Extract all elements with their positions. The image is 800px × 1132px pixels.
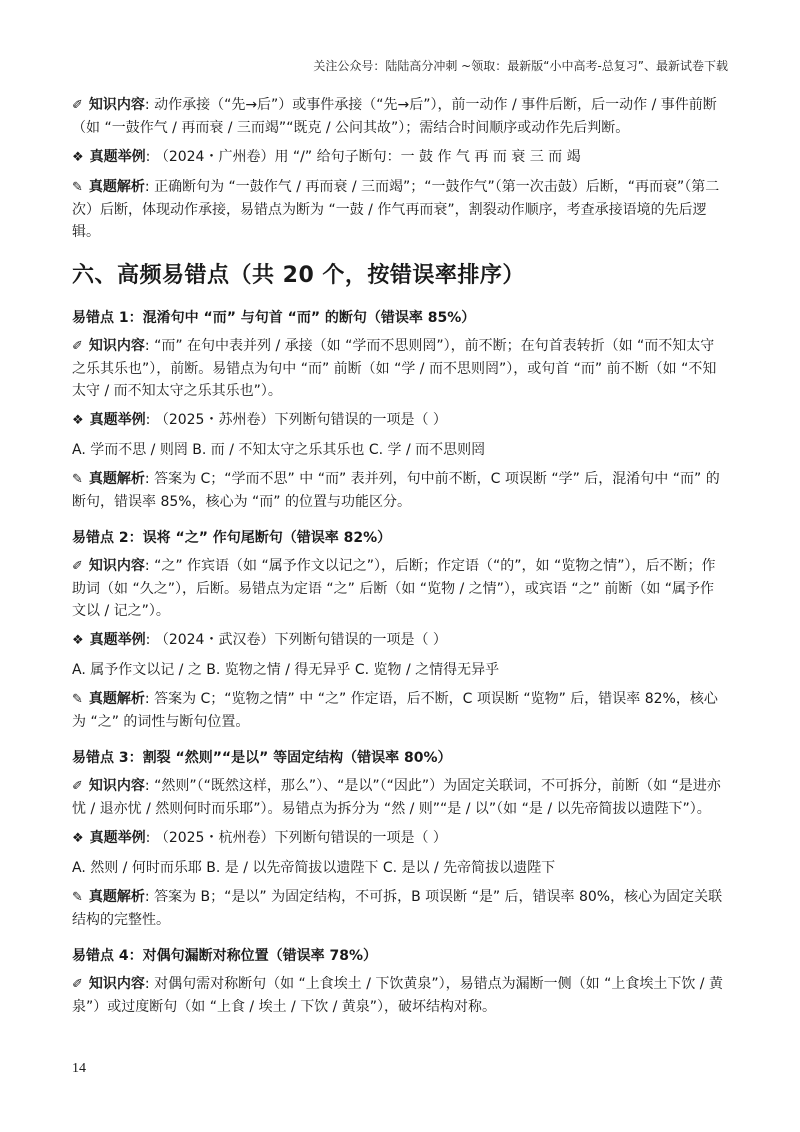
analysis-label: 真题解析	[88, 471, 145, 487]
knowledge-label: 知识内容	[88, 778, 145, 794]
diamond-bullet-icon: ❖	[72, 150, 84, 165]
knowledge-label: 知识内容	[88, 338, 145, 354]
diamond-bullet-icon: ❖	[72, 633, 84, 648]
example-label: 真题举例	[89, 632, 146, 648]
page-header: 关注公众号：陆陆高分冲刺 ~领取：最新版“小中高考-总复习”、最新试卷下载	[313, 59, 728, 73]
analysis-paragraph	[72, 886, 728, 931]
pencil-icon: ✐	[72, 339, 83, 354]
pencil-icon: ✐	[72, 977, 83, 992]
knowledge-label: 知识内容	[88, 558, 145, 574]
analysis-paragraph	[72, 688, 728, 733]
example-text: : （2025・苏州卷）下列断句错误的一项是（ ）	[145, 412, 447, 428]
knowledge-text: : 动作承接（“先→后”）或事件承接（“先→后”），前一动作 / 事件后断，后一动作 / 事件前断（如 “一鼓作气 / 再而衰 / 三而竭”“既克 / 公问其故”）；需结合时间顺序或动作先后判断。	[72, 97, 717, 136]
knowledge-text: : “之” 作宾语（如 “属予作文以记之”），后断；作定语（“的”，如 “览物之情”），后不断；作助词（如 “久之”），后断。易错点为定语 “之” 后断（如 “览物 / 之情”），或宾语 “之” 前断（如 “属予作文以 / 记之”）。	[72, 558, 716, 619]
analysis-paragraph	[72, 468, 728, 513]
analysis-label: 真题解析	[88, 691, 145, 707]
example-label: 真题举例	[89, 830, 146, 846]
pen-icon: ✎	[72, 692, 83, 707]
analysis-label: 真题解析	[88, 179, 145, 195]
knowledge-paragraph	[72, 555, 728, 622]
analysis-text: : 答案为 C；“学而不思” 中 “而” 表并列，句中前不断，C 项误断 “学” 后，混淆句中 “而” 的断句，错误率 85%，核心为 “而” 的位置与功能区分。	[72, 471, 720, 510]
example-paragraph	[72, 409, 728, 432]
knowledge-paragraph	[72, 775, 728, 820]
analysis-text: : 答案为 B；“是以” 为固定结构，不可拆，B 项误断 “是” 后，错误率 80%，核心为固定关联结构的完整性。	[72, 889, 723, 928]
example-paragraph	[72, 146, 728, 169]
knowledge-text: : “而” 在句中表并列 / 承接（如 “学而不思则罔”），前不断；在句首表转折（如 “而不知太守之乐其乐也”），前断。易错点为句中 “而” 前断（如 “学 / 而不思则罔”），或句首 “而” 前不断（如 “不知太守 / 而不知太守之乐其乐也”）。	[72, 338, 717, 399]
options-line: A. 然则 / 何时而乐耶 B. 是 / 以先帝简拔以遗陛下 C. 是以 / 先帝简拔以遗陛下	[72, 860, 556, 876]
knowledge-text: : “然则”（“既然这样，那么”）、“是以”（“因此”）为固定关联词，不可拆分，前断（如 “是进亦忧 / 退亦忧 / 然则何时而乐耶”）。易错点为拆分为 “然 / 则”“是 / 以”（如 “是 / 以先帝简拔以遗陛下”）。	[72, 778, 721, 817]
knowledge-paragraph	[72, 335, 728, 402]
pencil-icon: ✐	[72, 559, 83, 574]
options-line: A. 学而不思 / 则罔 B. 而 / 不知太守之乐其乐也 C. 学 / 而不思则罔	[72, 442, 486, 458]
knowledge-paragraph	[72, 94, 728, 139]
diamond-bullet-icon: ❖	[72, 413, 84, 428]
pen-icon: ✎	[72, 180, 83, 195]
error-point-title: 易错点 3：割裂 “然则”“是以” 等固定结构（错误率 80%）	[72, 750, 452, 766]
example-paragraph	[72, 629, 728, 652]
pencil-icon: ✐	[72, 779, 83, 794]
options-line: A. 属予作文以记 / 之 B. 览物之情 / 得无异乎 C. 览物 / 之情得无异乎	[72, 662, 500, 678]
analysis-paragraph	[72, 176, 728, 243]
error-point-title: 易错点 4：对偶句漏断对称位置（错误率 78%）	[72, 948, 377, 964]
pen-icon: ✎	[72, 472, 83, 487]
page-content	[72, 94, 728, 1025]
example-text: : （2024・广州卷）用 “/” 给句子断句：一 鼓 作 气 再 而 衰 三 而 竭	[145, 149, 581, 165]
example-label: 真题举例	[89, 149, 146, 165]
knowledge-label: 知识内容	[88, 976, 145, 992]
example-paragraph	[72, 827, 728, 850]
error-point-title: 易错点 1：混淆句中 “而” 与句首 “而” 的断句（错误率 85%）	[72, 310, 476, 326]
error-point-title: 易错点 2：误将 “之” 作句尾断句（错误率 82%）	[72, 530, 392, 546]
knowledge-label: 知识内容	[88, 97, 145, 113]
analysis-text: : 正确断句为 “一鼓作气 / 再而衰 / 三而竭”；“一鼓作气”（第一次击鼓）后断，“再而衰”（第二次）后断，体现动作承接，易错点为断为 “一鼓 / 作气再而衰”，割裂动作顺序，考查承接语境的先后逻辑。	[72, 179, 720, 240]
example-text: : （2025・杭州卷）下列断句错误的一项是（ ）	[145, 830, 447, 846]
example-text: : （2024・武汉卷）下列断句错误的一项是（ ）	[145, 632, 447, 648]
section-title: 六、高频易错点（共 20 个，按错误率排序）	[72, 263, 525, 288]
analysis-text: : 答案为 C；“览物之情” 中 “之” 作定语，后不断，C 项误断 “览物” 后，错误率 82%，核心为 “之” 的词性与断句位置。	[72, 691, 718, 730]
knowledge-paragraph	[72, 973, 728, 1018]
page-number: 14	[72, 1061, 86, 1076]
knowledge-text: : 对偶句需对称断句（如 “上食埃土 / 下饮黄泉”），易错点为漏断一侧（如 “上食埃土下饮 / 黄泉”）或过度断句（如 “上食 / 埃土 / 下饮 / 黄泉”），破坏结构对称。	[72, 976, 723, 1015]
pencil-icon: ✐	[72, 98, 83, 113]
pen-icon: ✎	[72, 890, 83, 905]
analysis-label: 真题解析	[88, 889, 145, 905]
diamond-bullet-icon: ❖	[72, 831, 84, 846]
example-label: 真题举例	[89, 412, 146, 428]
